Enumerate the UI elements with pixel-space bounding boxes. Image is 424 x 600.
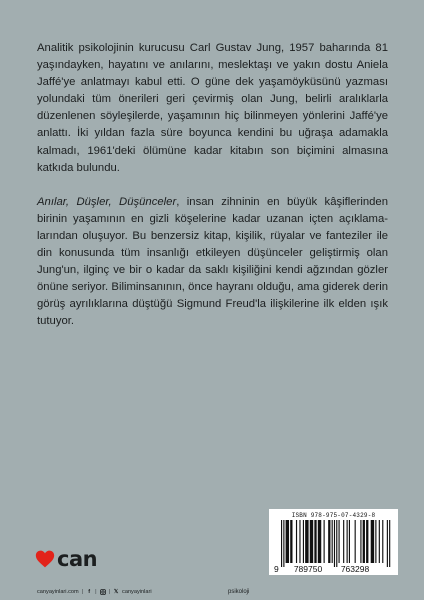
barcode-bar xyxy=(303,520,304,563)
barcode-bar xyxy=(332,520,333,563)
barcode-bar xyxy=(286,520,289,563)
barcode-bar xyxy=(349,520,350,563)
barcode-bar xyxy=(389,520,390,567)
barcode-bar xyxy=(328,520,330,563)
barcode-digits-right: 763298 xyxy=(340,564,370,574)
isbn-label: ISBN 978-975-07-4329-8 xyxy=(291,512,376,519)
barcode-bar xyxy=(299,520,300,563)
barcode-bar xyxy=(290,520,292,563)
barcode-bar xyxy=(283,520,284,567)
barcode-bar xyxy=(366,520,368,563)
barcode-bar xyxy=(355,520,356,563)
barcode-bar xyxy=(324,520,325,563)
barcode-bar xyxy=(334,520,335,567)
separator: | xyxy=(81,589,84,595)
barcode-bar xyxy=(281,520,282,567)
separator: | xyxy=(108,589,111,595)
barcode-bar xyxy=(360,520,361,563)
barcode-digit-first: 9 xyxy=(274,564,279,574)
publisher-website: canyayinlari.com xyxy=(37,589,79,595)
isbn-barcode-box xyxy=(269,509,398,575)
heart-icon xyxy=(35,549,55,569)
x-twitter-icon: 𝕏 xyxy=(113,589,119,595)
barcode-bar xyxy=(314,520,316,563)
publisher-logo xyxy=(35,545,97,573)
barcode-bar xyxy=(336,520,337,567)
barcode-bar xyxy=(305,520,308,563)
barcode-bar xyxy=(387,520,388,567)
publisher-logo-text: can xyxy=(57,546,98,571)
description-paragraph-1: Analitik psikolojinin kurucusu Carl Gustav Jung, 1957 baharında 81 yaşındayken, hayatını ve anılarını, meslektaşı ve yakın dostu Aniela Jaffé'ye anlatmayı kabul etti. O güne dek yaşamöyküsünü yazması yolundaki tüm önerileri geri çevirmiş olan Jung, belirli aralıklarla düzenlenen söyleşilerde, yaşamının hiç bilinmeyen yönlerini Jaffé'ye anlattı. İki yıldan fazla süre boyunca kendini bu uğraşa adamakla kalmadı, 1961'deki ölümüne kadar kitabın son biçimini almasına katkıda bulundu. xyxy=(37,42,388,174)
barcode-bar xyxy=(339,520,340,563)
publisher-social-handle: canyayinlari xyxy=(122,589,152,595)
instagram-icon xyxy=(100,589,106,595)
barcode-bar xyxy=(382,520,383,563)
barcode-bar xyxy=(363,520,365,563)
barcode-bar xyxy=(375,520,376,563)
back-cover-text xyxy=(37,40,388,331)
barcode-bar xyxy=(343,520,344,563)
facebook-icon: f xyxy=(88,589,91,595)
barcode-bar xyxy=(347,520,348,563)
description-paragraph-2 xyxy=(37,194,388,331)
barcode xyxy=(269,509,398,575)
publisher-footer xyxy=(37,587,152,597)
barcode-digits-left: 789750 xyxy=(293,564,323,574)
barcode-bar xyxy=(371,520,374,563)
barcode-bar xyxy=(379,520,380,563)
barcode-bar xyxy=(318,520,321,563)
description-paragraph-2-text: , insan zihninin en büyük kâşiflerinden birinin yaşamının en gizli köşelerine kadar uzanan içten açıklamalarından oluşuyor. Bu benzersiz kitap, kişilik, rüyalar ve fanteziler ile din konusunda tüm insanlığı etkileyen düşünceler geliştirmiş olan Jung'un, ilginç ve bir o kadar da saklı kişiliğini kendi ağzından gözler önüne seriyor. Biliminsanının, önce hayranı olduğu, ama giderek derin görüş ayrılıklarına düştüğü Sigmund Freud'la ilişkilerine ilk elden ışık tutuyor. xyxy=(37,195,388,328)
separator: | xyxy=(95,589,97,595)
barcode-bar xyxy=(296,520,297,563)
book-title-italic: Anılar, Düşler, Düşünceler xyxy=(37,195,177,208)
barcode-bar xyxy=(310,520,313,563)
book-category: psikoloji xyxy=(228,589,250,595)
